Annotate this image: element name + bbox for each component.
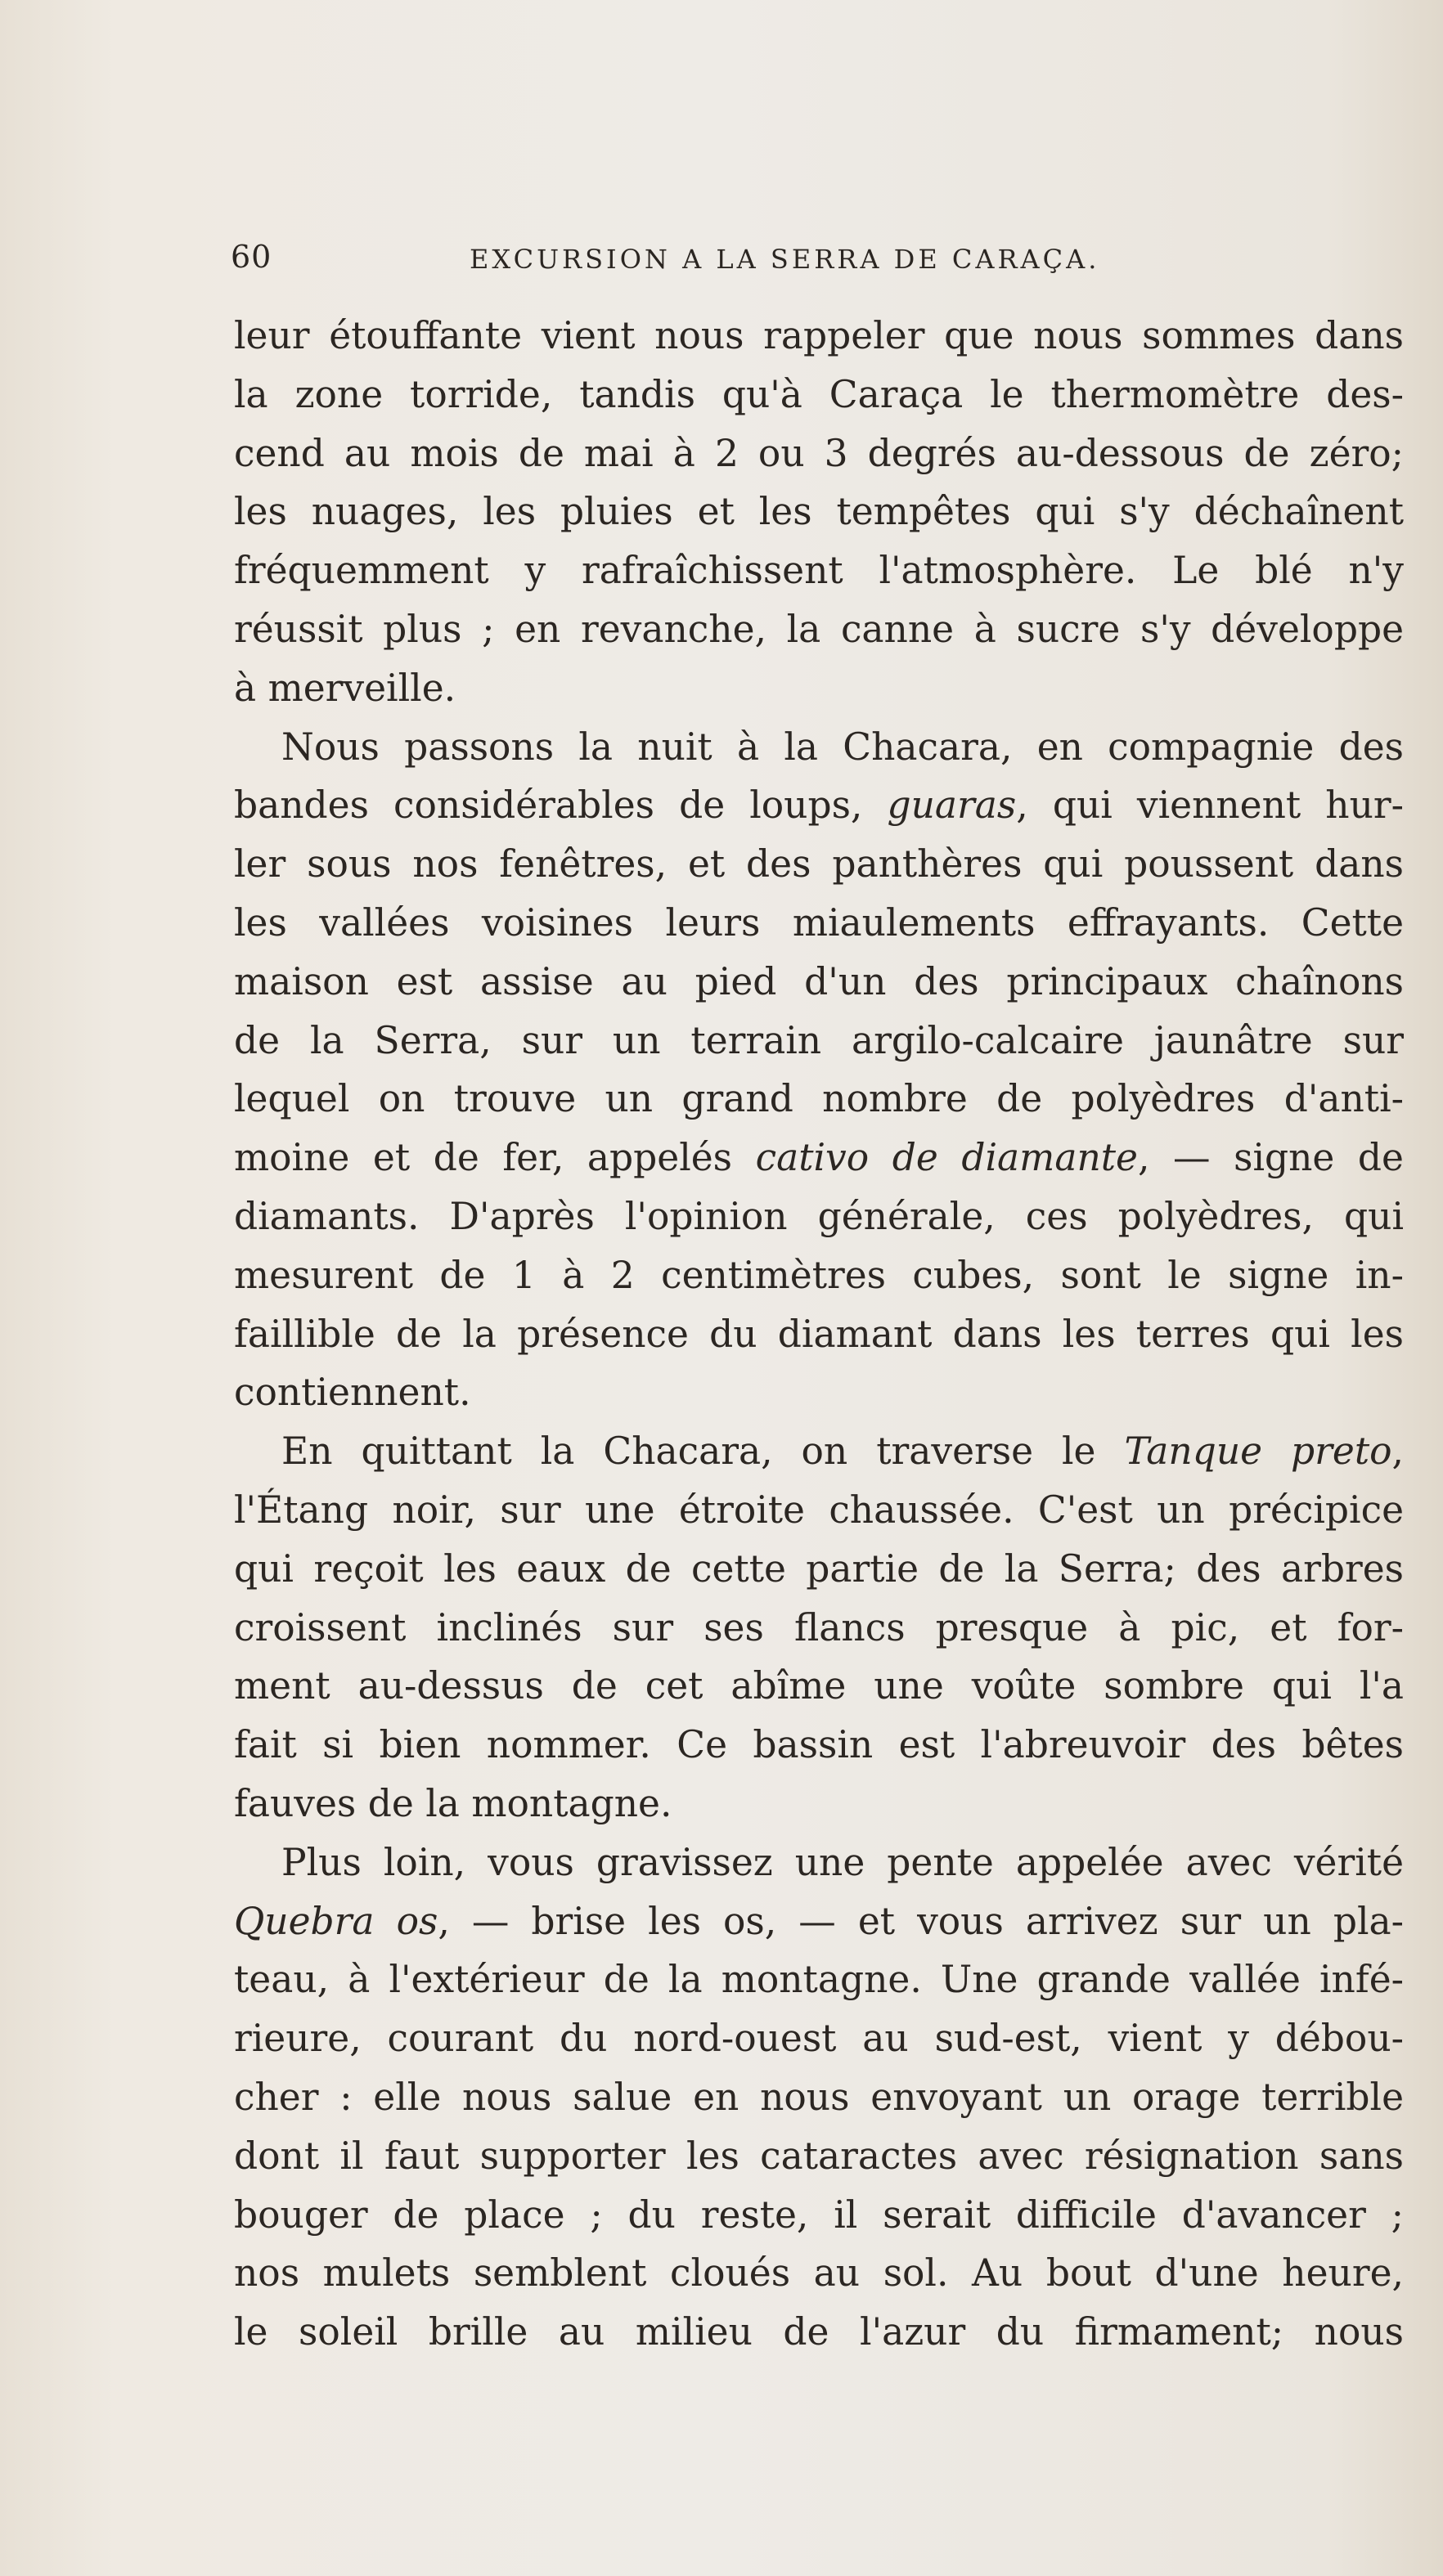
text-line: l'Étang noir, sur une étroite chaussée. C'est un précipice	[234, 1488, 1404, 1532]
text-run: moine et de fer, appelés	[234, 1136, 756, 1180]
page-number: 60	[231, 239, 272, 275]
text-line: fauves de la montagne.	[234, 1781, 672, 1825]
paragraph-2	[234, 718, 1404, 1423]
text-line: faillible de la présence du diamant dans les terres qui les	[234, 1312, 1404, 1356]
text-line: fait si bien nommer. Ce bassin est l'abreuvoir des bêtes	[234, 1723, 1404, 1767]
text-line	[234, 776, 1404, 835]
text-line: Plus loin, vous gravissez une pente appelée avec vérité	[281, 1840, 1404, 1884]
paragraph-3	[234, 1422, 1404, 1833]
text-line	[234, 1422, 1404, 1481]
text-line: dont il faut supporter les cataractes avec résignation sans	[234, 2134, 1404, 2178]
text-line: ler sous nos fenêtres, et des panthères qui poussent dans	[234, 842, 1404, 886]
text-line	[234, 1129, 1404, 1187]
text-line: fréquemment y rafraîchissent l'atmosphère. Le blé n'y	[234, 549, 1404, 593]
text-line: la zone torride, tandis qu'à Caraça le thermomètre des-	[234, 372, 1404, 416]
page-header	[231, 239, 1409, 278]
text-run: En quittant la Chacara, on traverse le	[281, 1429, 1125, 1474]
text-line: leur étouffante vient nous rappeler que nous sommes dans	[234, 314, 1404, 357]
text-line: bouger de place ; du reste, il serait difficile d'avancer ;	[234, 2192, 1404, 2237]
text-line: ment au-dessus de cet abîme une voûte sombre qui l'a	[234, 1664, 1404, 1708]
text-line: nos mulets semblent cloués au sol. Au bout d'une heure,	[234, 2251, 1404, 2296]
text-line: croissent inclinés sur ses flancs presque à pic, et for-	[234, 1605, 1404, 1649]
italic-term: Quebra os	[234, 1899, 438, 1943]
text-line: rieure, courant du nord-ouest au sud-est, vient y débou-	[234, 2017, 1404, 2061]
text-line: mesurent de 1 à 2 centimètres cubes, sont le signe in-	[234, 1253, 1404, 1297]
text-line: Nous passons la nuit à la Chacara, en compagnie des	[281, 725, 1404, 769]
running-head: EXCURSION A LA SERRA DE CARAÇA.	[470, 244, 1100, 275]
text-run: , qui viennent hur-	[1016, 783, 1404, 828]
text-line: teau, à l'extérieur de la montagne. Une grande vallée infé-	[234, 1958, 1404, 2002]
text-line: lequel on trouve un grand nombre de polyèdres d'anti-	[234, 1077, 1404, 1121]
body-text	[234, 307, 1404, 2362]
text-line: le soleil brille au milieu de l'azur du firmament; nous	[234, 2310, 1404, 2354]
italic-term: Tanque preto	[1124, 1429, 1392, 1474]
text-line: maison est assise au pied d'un des principaux chaînons	[234, 959, 1404, 1003]
text-run: bandes considérables de loups,	[234, 783, 888, 828]
text-line: à merveille.	[234, 666, 456, 710]
text-line: réussit plus ; en revanche, la canne à sucre s'y développe	[234, 607, 1404, 651]
text-run: , — brise les os, — et vous arrivez sur un pla-	[438, 1899, 1404, 1943]
text-line: cend au mois de mai à 2 ou 3 degrés au-dessous de zéro;	[234, 431, 1404, 475]
text-line: contiennent.	[234, 1371, 471, 1415]
text-line: de la Serra, sur un terrain argilo-calcaire jaunâtre sur	[234, 1018, 1404, 1062]
text-line: qui reçoit les eaux de cette partie de la Serra; des arbres	[234, 1546, 1404, 1591]
text-line	[234, 1892, 1404, 1951]
text-line: les vallées voisines leurs miaulements effrayants. Cette	[234, 900, 1404, 945]
italic-term: guaras	[887, 783, 1017, 828]
text-run: , — signe de	[1137, 1136, 1404, 1180]
text-line: diamants. D'après l'opinion générale, ces polyèdres, qui	[234, 1194, 1404, 1238]
italic-term: cativo de diamante	[755, 1136, 1138, 1180]
text-line: cher : elle nous salue en nous envoyant un orage terrible	[234, 2075, 1404, 2119]
paragraph-1	[234, 307, 1404, 718]
text-run: ,	[1391, 1429, 1404, 1474]
paragraph-4	[234, 1833, 1404, 2362]
text-line: les nuages, les pluies et les tempêtes qui s'y déchaînent	[234, 490, 1404, 534]
